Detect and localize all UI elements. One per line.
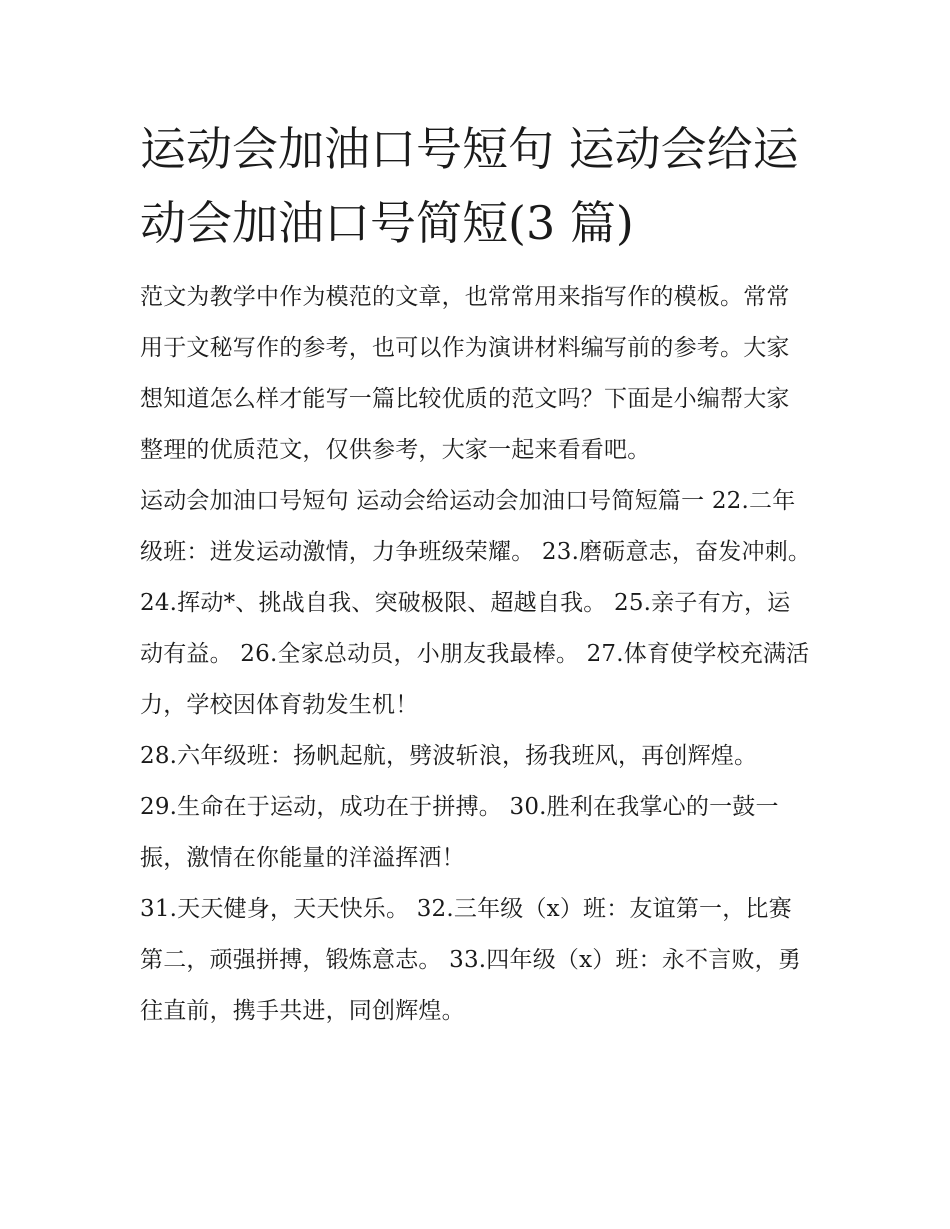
paragraph-slogans-22-23: 运动会加油口号短句 运动会给运动会加油口号简短篇一 22.二年级班：迸发运动激情，力争班级荣耀。 23.磨砺意志，奋发冲刺。 [140, 488, 812, 565]
paragraph-slogans-24-27: 24.挥动*、挑战自我、突破极限、超越自我。 25.亲子有方，运动有益。 26.全家总动员，小朋友我最棒。 27.体育使学校充满活力，学校因体育勃发生机！ [140, 590, 810, 718]
paragraph-intro: 范文为教学中作为模范的文章，也常常用来指写作的模板。常常用于文秘写作的参考，也可以作为演讲材料编写前的参考。大家想知道怎么样才能写一篇比较优质的范文吗？下面是小编帮大家整理的优质范文，仅供参考，大家一起来看看吧。 [140, 284, 790, 463]
paragraph-slogans-29-30: 29.生命在于运动，成功在于拼搏。 30.胜利在我掌心的一鼓一振，激情在你能量的洋溢挥洒！ [140, 794, 779, 871]
document-title: 运动会加油口号短句 运动会给运动会加油口号简短(3 篇) [140, 122, 799, 250]
paragraph-slogan-28: 28.六年级班：扬帆起航，劈波斩浪，扬我班风，再创辉煌。 [140, 743, 758, 769]
paragraph-slogans-31-33: 31.天天健身，天天快乐。 32.三年级（x）班：友谊第一，比赛第二，顽强拼搏，锻炼意志。 33.四年级（x）班：永不言败，勇往直前，携手共进，同创辉煌。 [140, 896, 802, 1024]
document-page [140, 112, 812, 1037]
